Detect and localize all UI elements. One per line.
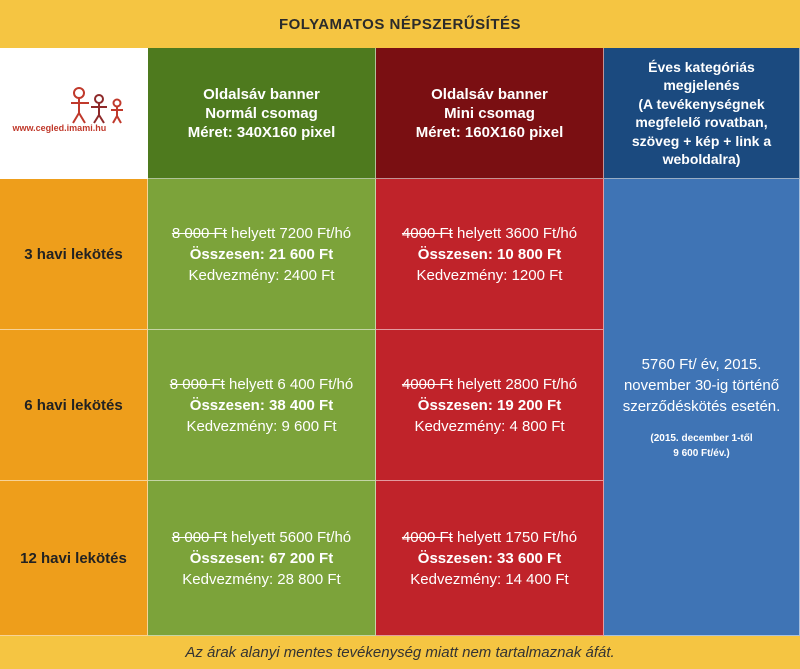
discount: Kedvezmény: 1200 Ft (416, 266, 563, 284)
yearly-offer-note1: (2015. december 1-től (650, 432, 753, 444)
row-label-6-months: 6 havi lekötés (0, 330, 148, 481)
header-mini-line3: Méret: 160X160 pixel (415, 123, 564, 141)
total-value: 67 200 Ft (268, 549, 334, 567)
price-mini-6-months (376, 330, 604, 481)
discount: Kedvezmény: 4 800 Ft (414, 417, 565, 435)
header-normal-line2: Normál csomag (205, 104, 318, 122)
header-normal-line1: Oldalsáv banner (203, 85, 320, 103)
yearly-offer (604, 179, 800, 636)
price-normal-6-months (148, 330, 376, 481)
price-mini-12-months (376, 481, 604, 636)
old-price: 4000 Ft (401, 375, 453, 393)
header-yearly-line2: megjelenés (663, 77, 740, 93)
total-value: 33 600 Ft (497, 549, 562, 567)
new-price: helyett 7200 Ft/hó (226, 224, 352, 242)
price-mini-3-months (376, 179, 604, 330)
total-value: 21 600 Ft (268, 245, 334, 263)
old-price: 4000 Ft (401, 224, 453, 242)
header-yearly-line5: szöveg + kép + link a (631, 132, 772, 149)
logo-text: www.cegled.imami.hu (12, 123, 107, 133)
new-price: helyett 5600 Ft/hó (226, 528, 352, 546)
header-mini-line2: Mini csomag (444, 104, 535, 122)
yearly-offer-line3: szerződéskötés esetén. (622, 397, 781, 415)
new-price: helyett 6 400 Ft/hó (224, 375, 354, 393)
new-price: helyett 3600 Ft/hó (452, 224, 578, 242)
header-yearly-line3: (A tevékenységnek (638, 95, 765, 112)
old-price: 8 000 Ft (171, 224, 227, 242)
discount: Kedvezmény: 28 800 Ft (182, 570, 341, 588)
header-normal-line3: Méret: 340X160 pixel (187, 123, 336, 141)
logo[interactable] (9, 83, 139, 143)
row-label-3-months: 3 havi lekötés (0, 179, 148, 330)
header-mini-line1: Oldalsáv banner (431, 85, 548, 103)
discount: Kedvezmény: 14 400 Ft (410, 570, 569, 588)
family-figures-icon (65, 85, 129, 125)
pricing-table (0, 48, 800, 636)
row-label-12-months: 12 havi lekötés (0, 481, 148, 636)
yearly-offer-note2: 9 600 Ft/év.) (673, 447, 730, 459)
price-normal-12-months (148, 481, 376, 636)
discount: Kedvezmény: 9 600 Ft (186, 417, 337, 435)
total-label: Összesen: (189, 245, 269, 263)
old-price: 8 000 Ft (169, 375, 225, 393)
total-value: 19 200 Ft (497, 396, 562, 414)
header-normal-package (148, 48, 376, 179)
header-yearly-line4: megfelelő rovatban, (635, 114, 768, 130)
total-label: Összesen: (417, 396, 497, 414)
header-yearly-package (604, 48, 800, 179)
total-value: 38 400 Ft (269, 396, 334, 414)
discount: Kedvezmény: 2400 Ft (188, 266, 335, 284)
logo-cell (0, 48, 148, 179)
yearly-offer-line1: 5760 Ft/ év, 2015. (641, 355, 762, 373)
header-yearly-line1: Éves kategóriás (648, 58, 755, 75)
vat-footnote: Az árak alanyi mentes tevékenység miatt nem tartalmaznak áfát. (185, 644, 615, 661)
total-label: Összesen: (417, 549, 497, 567)
yearly-offer-line2: november 30-ig történő (623, 376, 780, 394)
header-yearly-line6: weboldalra) (662, 151, 741, 167)
old-price: 8 000 Ft (171, 528, 227, 546)
new-price: helyett 2800 Ft/hó (452, 375, 578, 393)
old-price: 4000 Ft (401, 528, 453, 546)
total-value: 10 800 Ft (497, 245, 562, 263)
total-label: Összesen: (189, 549, 269, 567)
total-label: Összesen: (417, 245, 497, 263)
price-normal-3-months (148, 179, 376, 330)
total-label: Összesen: (189, 396, 269, 414)
header-mini-package (376, 48, 604, 179)
page-title: FOLYAMATOS NÉPSZERŰSÍTÉS (278, 15, 522, 33)
new-price: helyett 1750 Ft/hó (452, 528, 578, 546)
